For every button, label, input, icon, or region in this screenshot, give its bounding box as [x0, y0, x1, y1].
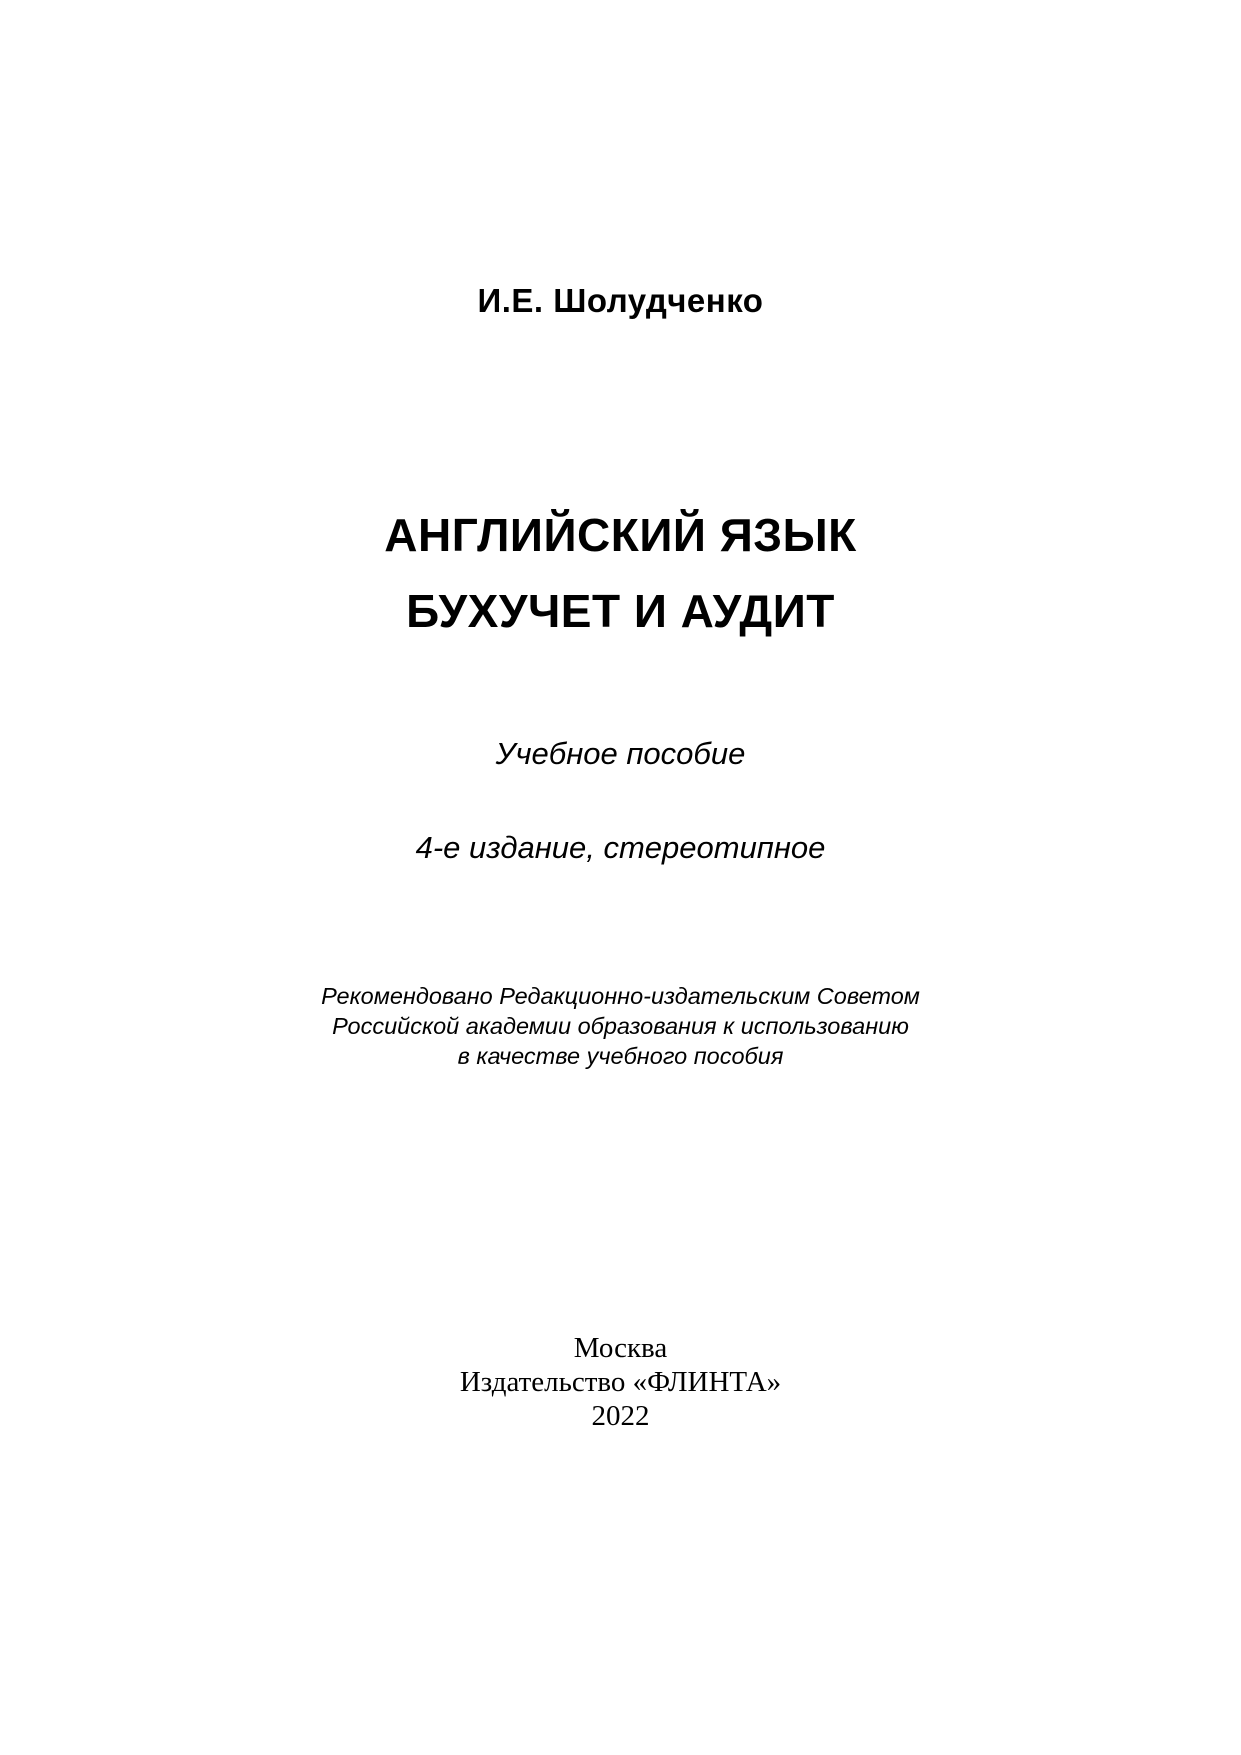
imprint-publisher: Издательство «ФЛИНТА»	[459, 1366, 782, 1398]
imprint-year: 2022	[591, 1400, 650, 1432]
title-line-1: АНГЛИЙСКИЙ ЯЗЫК	[384, 509, 857, 561]
recommendation-line-3: в качестве учебного пособия	[457, 1043, 784, 1069]
imprint-city: Москва	[573, 1332, 668, 1364]
title-line-2: БУХУЧЕТ И АУДИТ	[406, 585, 835, 637]
recommendation-line-1: Рекомендовано Редакционно-издательским Советом	[321, 983, 920, 1009]
recommendation-line-2: Российской академии образования к использованию	[332, 1013, 909, 1039]
book-type-subtitle: Учебное пособие	[495, 736, 746, 771]
edition-note: 4-е издание, стереотипное	[415, 830, 826, 865]
author-name: И.Е. Шолудченко	[477, 282, 764, 319]
